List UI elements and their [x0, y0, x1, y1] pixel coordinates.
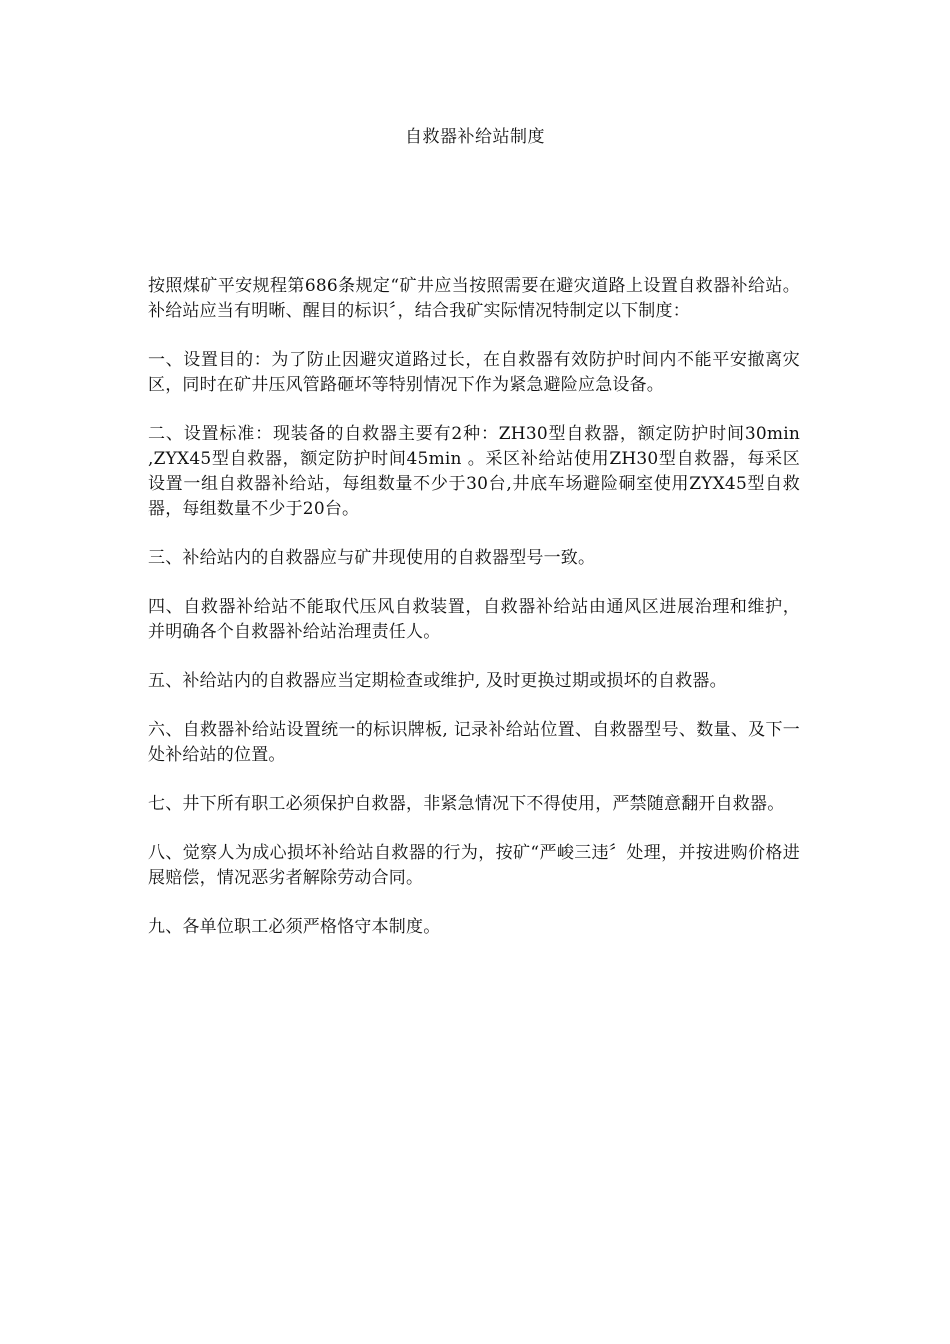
clause-7-protection: 七、井下所有职工必须保护自救器，非紧急情况下不得使用，严禁随意翻开自救器。 [148, 794, 785, 814]
document-body [148, 274, 800, 964]
clause-2-standard: 二、设置标准：现装备的自救器主要有2种：ZH30型自救器，额定防护时间30min ,ZYX45型自救器，额定防护时间45min 。采区补给站使用ZH30型自救器，每采区设置一组自救器补给站，每组数量不少于30台,井底车场避险硐室使用ZYX45型自救器，每组数量不少于20台。 [148, 424, 800, 519]
clause-1-purpose: 一、设置目的：为了防止因避灾道路过长，在自救器有效防护时间内不能平安撤离灾区，同时在矿井压风管路砸坏等特别情况下作为紧急避险应急设备。 [148, 350, 800, 395]
clause-4-management: 四、自救器补给站不能取代压风自救装置，自救器补给站由通风区进展治理和维护，并明确各个自救器补给站治理责任人。 [148, 597, 800, 642]
intro-paragraph: 按照煤矿平安规程第686条规定“矿井应当按照需要在避灾道路上设置自救器补给站。补给站应当有明晰、醒目的标识〞，结合我矿实际情况特制定以下制度： [148, 276, 800, 321]
clause-9-compliance: 九、各单位职工必须严格恪守本制度。 [148, 917, 441, 937]
clause-5-inspection: 五、补给站内的自救器应当定期检查或维护, 及时更换过期或损坏的自救器。 [148, 671, 727, 691]
clause-6-signage: 六、自救器补给站设置统一的标识牌板, 记录补给站位置、自救器型号、数量、及下一处补给站的位置。 [148, 720, 800, 765]
clause-3-model-consistency: 三、补给站内的自救器应与矿井现使用的自救器型号一致。 [148, 548, 596, 568]
clause-8-penalty: 八、觉察人为成心损坏补给站自救器的行为，按矿“严峻三违〞处理，并按进购价格进展赔偿，情况恶劣者解除劳动合同。 [148, 843, 800, 888]
document-title: 自救器补给站制度 [405, 127, 545, 147]
